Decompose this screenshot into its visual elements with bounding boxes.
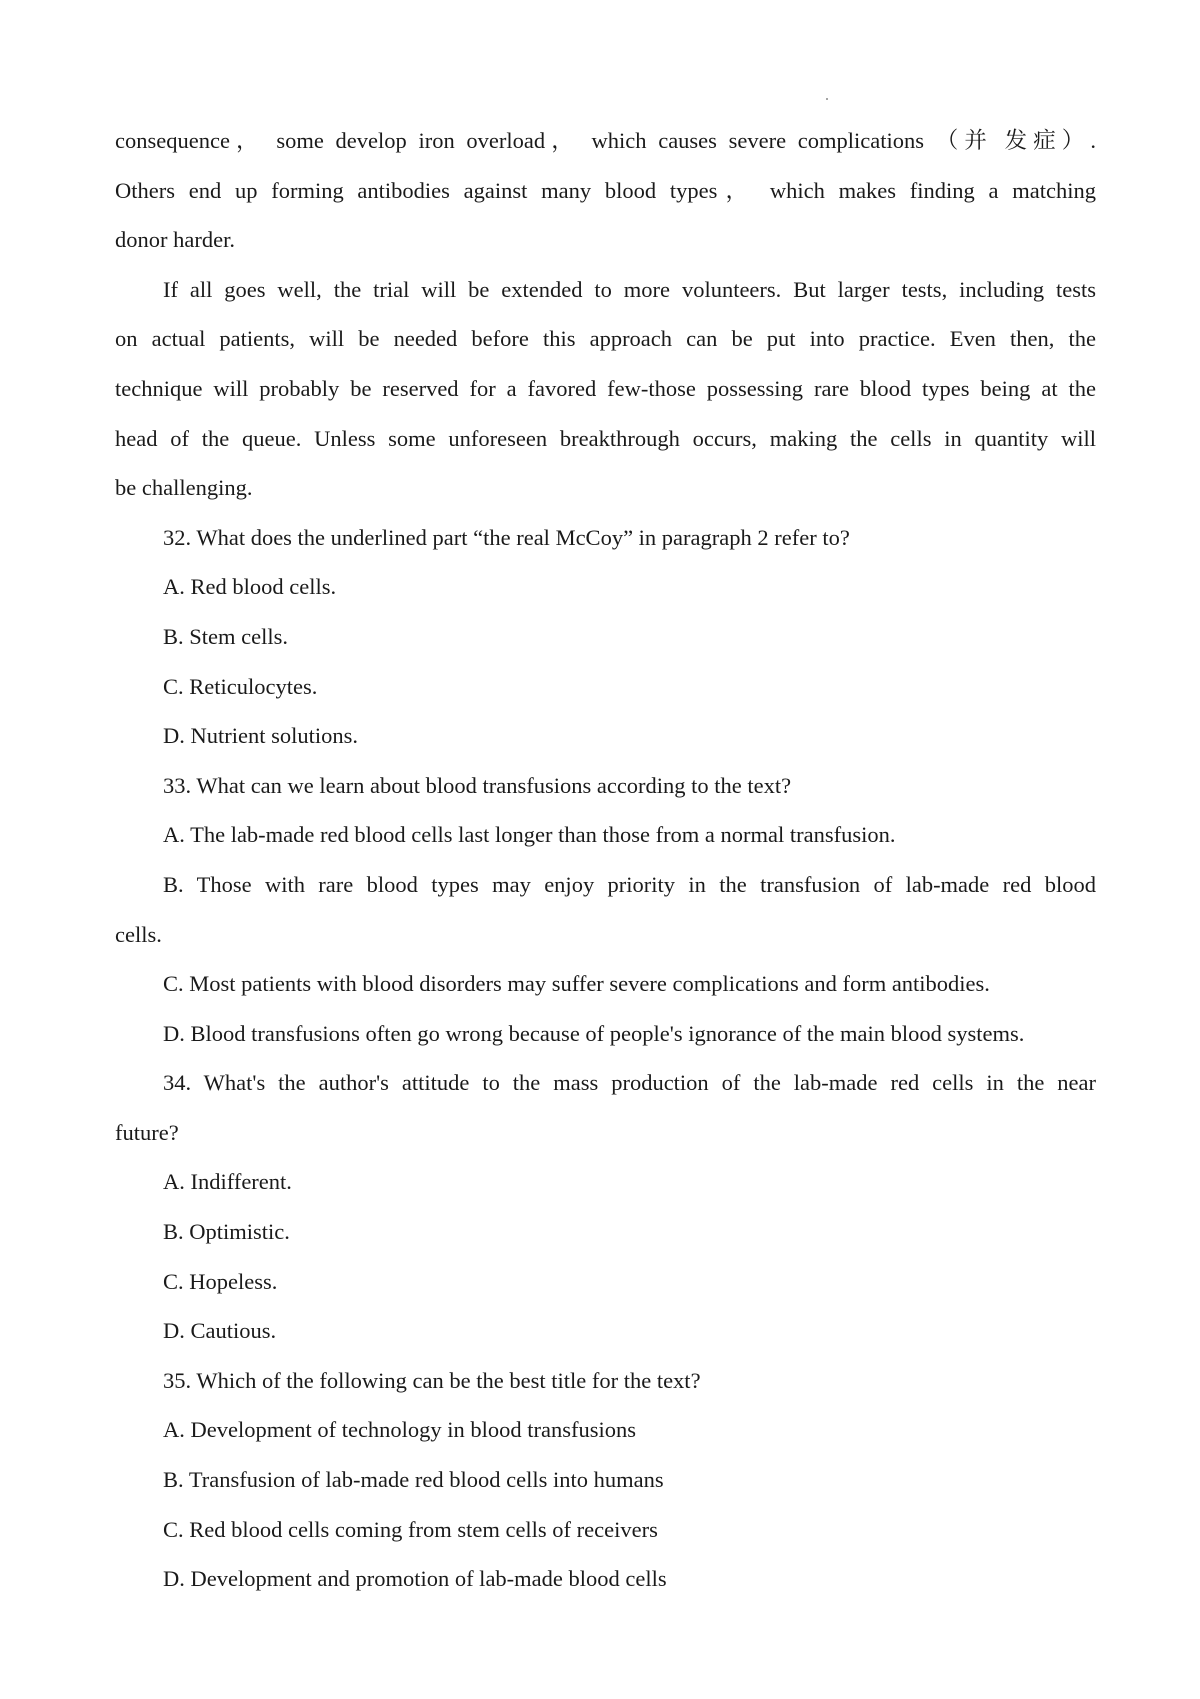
option-b — [115, 860, 1096, 959]
option-b: B. Transfusion of lab-made red blood cells into humans — [163, 1467, 664, 1493]
option-b: B. Optimistic. — [163, 1219, 290, 1245]
option-a: A. Indifferent. — [163, 1169, 292, 1195]
option-b: B. Stem cells. — [163, 623, 288, 649]
option-d: D. Blood transfusions often go wrong because of people's ignorance of the main blood systems. — [163, 1020, 1025, 1046]
paragraph-line: be challenging. — [115, 475, 253, 501]
option-b-line-2: cells. — [115, 921, 162, 947]
question-35 — [115, 1356, 1096, 1604]
paragraph-line: head of the queue. Unless some unforeseen breakthrough occurs, making the cells in quantity will — [115, 425, 1096, 451]
paragraph-line: on actual patients, will be needed before this approach can be put into practice. Even then, the — [115, 326, 1096, 352]
question-stem — [115, 1058, 1096, 1157]
paragraph-line: Others end up forming antibodies against many blood types， which makes finding a matching — [115, 177, 1096, 203]
option-d: D. Cautious. — [163, 1318, 277, 1344]
paragraph-line: donor harder. — [115, 227, 235, 253]
stray-mark — [826, 98, 828, 100]
paragraph-line: technique will probably be reserved for a favored few-those possessing rare blood types being at the — [115, 375, 1096, 401]
option-c: C. Red blood cells coming from stem cells of receivers — [163, 1516, 658, 1542]
paragraph-line: consequence， some develop iron overload， which causes severe complications （并 发症）. — [115, 128, 1096, 153]
passage-and-questions — [115, 116, 1096, 1604]
question-stem-line-1: 34. What's the author's attitude to the mass production of the lab-made red cells in the near — [163, 1070, 1096, 1096]
option-c: C. Most patients with blood disorders may suffer severe complications and form antibodies. — [163, 971, 990, 997]
paragraph-line: If all goes well, the trial will be extended to more volunteers. But larger tests, including tests — [163, 276, 1096, 302]
option-c: C. Reticulocytes. — [163, 673, 318, 699]
option-b-line-1: B. Those with rare blood types may enjoy priority in the transfusion of lab-made red blood — [163, 871, 1096, 897]
paragraph-final — [115, 265, 1096, 513]
option-a: A. Red blood cells. — [163, 574, 337, 600]
question-33 — [115, 761, 1096, 1059]
paragraph-continued — [115, 116, 1096, 265]
question-stem: 33. What can we learn about blood transfusions according to the text? — [163, 772, 792, 798]
question-stem-line-2: future? — [115, 1119, 179, 1145]
option-a: A. Development of technology in blood transfusions — [163, 1417, 637, 1443]
option-c: C. Hopeless. — [163, 1268, 278, 1294]
question-stem: 35. Which of the following can be the best title for the text? — [163, 1367, 701, 1393]
question-stem: 32. What does the underlined part “the real McCoy” in paragraph 2 refer to? — [163, 524, 850, 550]
option-d: D. Nutrient solutions. — [163, 723, 358, 749]
question-32 — [115, 513, 1096, 761]
option-d: D. Development and promotion of lab-made blood cells — [163, 1566, 667, 1592]
question-34 — [115, 1058, 1096, 1356]
option-a: A. The lab-made red blood cells last longer than those from a normal transfusion. — [163, 822, 896, 848]
